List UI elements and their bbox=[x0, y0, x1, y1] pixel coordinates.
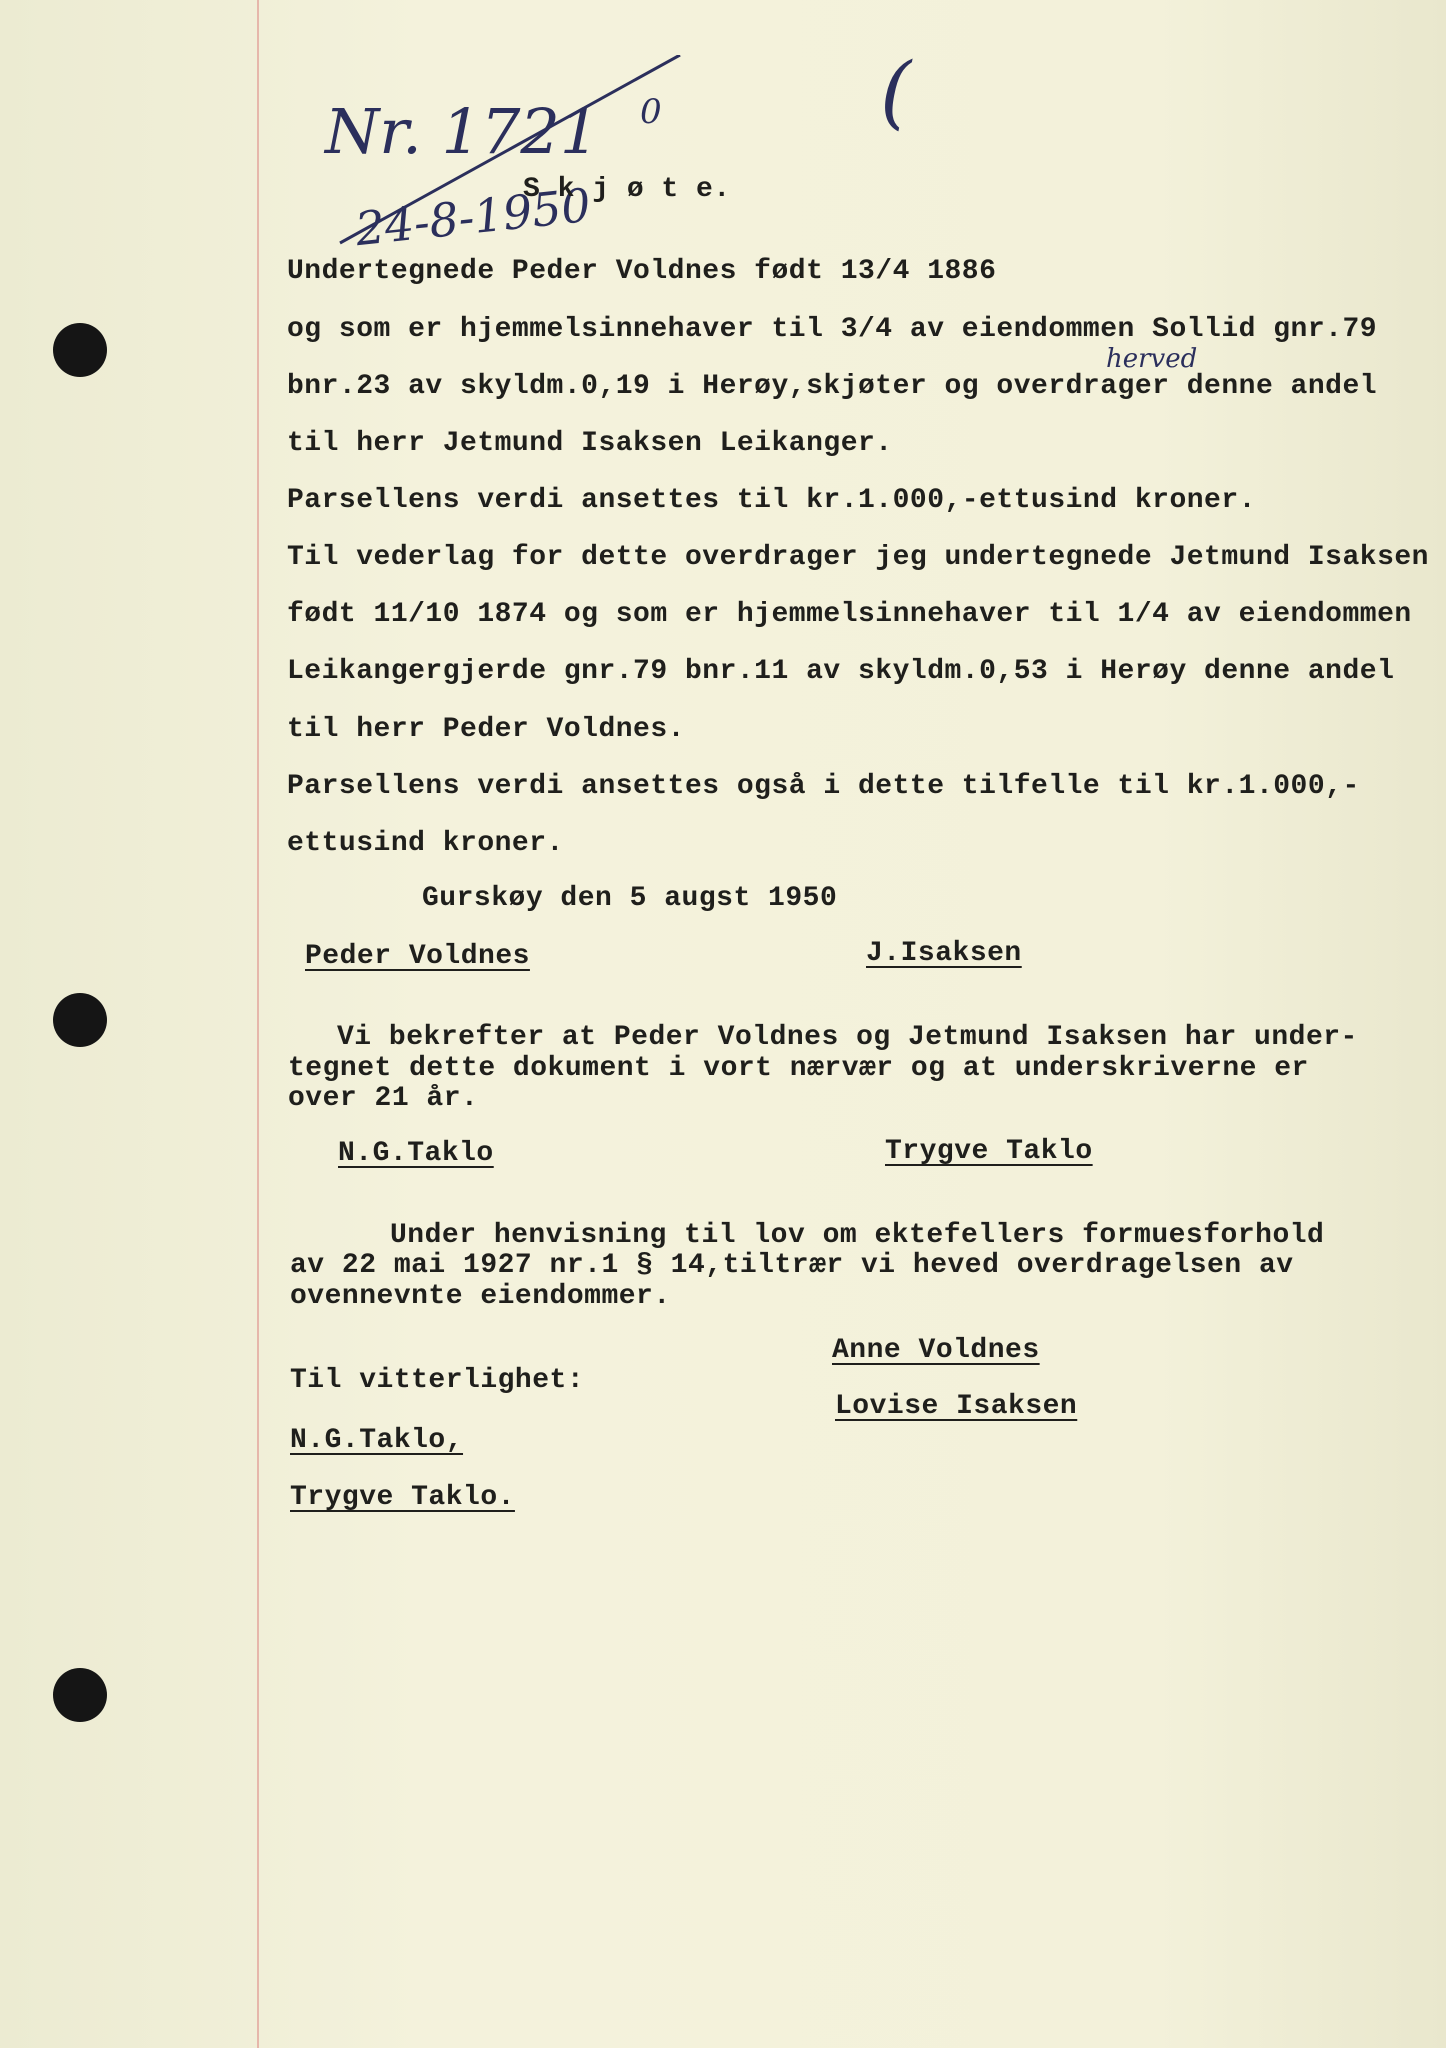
attest-witness-ng-taklo: N.G.Taklo, bbox=[290, 1425, 464, 1456]
body-line: Til vederlag for dette overdrager jeg undertegnede Jetmund Isaksen bbox=[287, 542, 1429, 573]
signature-peder-voldnes: Peder Voldnes bbox=[305, 941, 530, 972]
body-line: bnr.23 av skyldm.0,19 i Herøy,skjøter og overdrager denne andel bbox=[287, 371, 1378, 402]
punch-hole-middle bbox=[53, 993, 107, 1047]
body-line: født 11/10 1874 og som er hjemmelsinnehaver til 1/4 av eiendommen bbox=[287, 599, 1412, 630]
handwritten-number-suffix: 0 bbox=[640, 92, 662, 132]
handwritten-strokes bbox=[320, 55, 700, 255]
handwritten-date: 24-8-1950 bbox=[352, 177, 594, 257]
margin-rule bbox=[257, 0, 259, 2048]
consent-line: av 22 mai 1927 nr.1 § 14,tiltrær vi heved overdragelsen av bbox=[290, 1250, 1294, 1281]
punch-hole-top bbox=[53, 323, 107, 377]
signature-j-isaksen: J.Isaksen bbox=[866, 938, 1022, 969]
body-line: til herr Peder Voldnes. bbox=[287, 714, 685, 745]
signature-anne-voldnes: Anne Voldnes bbox=[832, 1335, 1040, 1366]
punch-hole-bottom bbox=[53, 1668, 107, 1722]
consent-line: Under henvisning til lov om ektefellers formuesforhold bbox=[390, 1220, 1325, 1251]
document-title: S k j ø t e. bbox=[523, 174, 731, 205]
place-date: Gurskøy den 5 augst 1950 bbox=[422, 883, 838, 914]
confirm-line: over 21 år. bbox=[288, 1083, 479, 1114]
handwritten-insertion: herved bbox=[1106, 344, 1198, 374]
body-line: Parsellens verdi ansettes til kr.1.000,-ettusind kroner. bbox=[287, 485, 1256, 516]
body-line: og som er hjemmelsinnehaver til 3/4 av eiendommen Sollid gnr.79 bbox=[287, 314, 1378, 345]
body-line: til herr Jetmund Isaksen Leikanger. bbox=[287, 428, 893, 459]
confirm-line: Vi bekrefter at Peder Voldnes og Jetmund Isaksen har under- bbox=[337, 1022, 1358, 1053]
witness-signature-ng-taklo: N.G.Taklo bbox=[338, 1138, 494, 1169]
body-line: Undertegnede Peder Voldnes født 13/4 1886 bbox=[287, 256, 997, 287]
body-line: Leikangergjerde gnr.79 bnr.11 av skyldm.0,53 i Herøy denne andel bbox=[287, 656, 1395, 687]
body-line: ettusind kroner. bbox=[287, 828, 564, 859]
consent-line: ovennevnte eiendommer. bbox=[290, 1281, 671, 1312]
handwritten-registry-number: Nr. 1721 bbox=[325, 95, 600, 168]
witness-signature-trygve-taklo: Trygve Taklo bbox=[885, 1136, 1093, 1167]
handwritten-parenthesis: ( bbox=[880, 45, 912, 138]
attest-witness-trygve-taklo: Trygve Taklo. bbox=[290, 1482, 515, 1513]
body-line: Parsellens verdi ansettes også i dette tilfelle til kr.1.000,- bbox=[287, 771, 1360, 802]
attest-label: Til vitterlighet: bbox=[290, 1365, 585, 1396]
signature-lovise-isaksen: Lovise Isaksen bbox=[835, 1391, 1078, 1422]
confirm-line: tegnet dette dokument i vort nærvær og at underskriverne er bbox=[288, 1053, 1309, 1084]
